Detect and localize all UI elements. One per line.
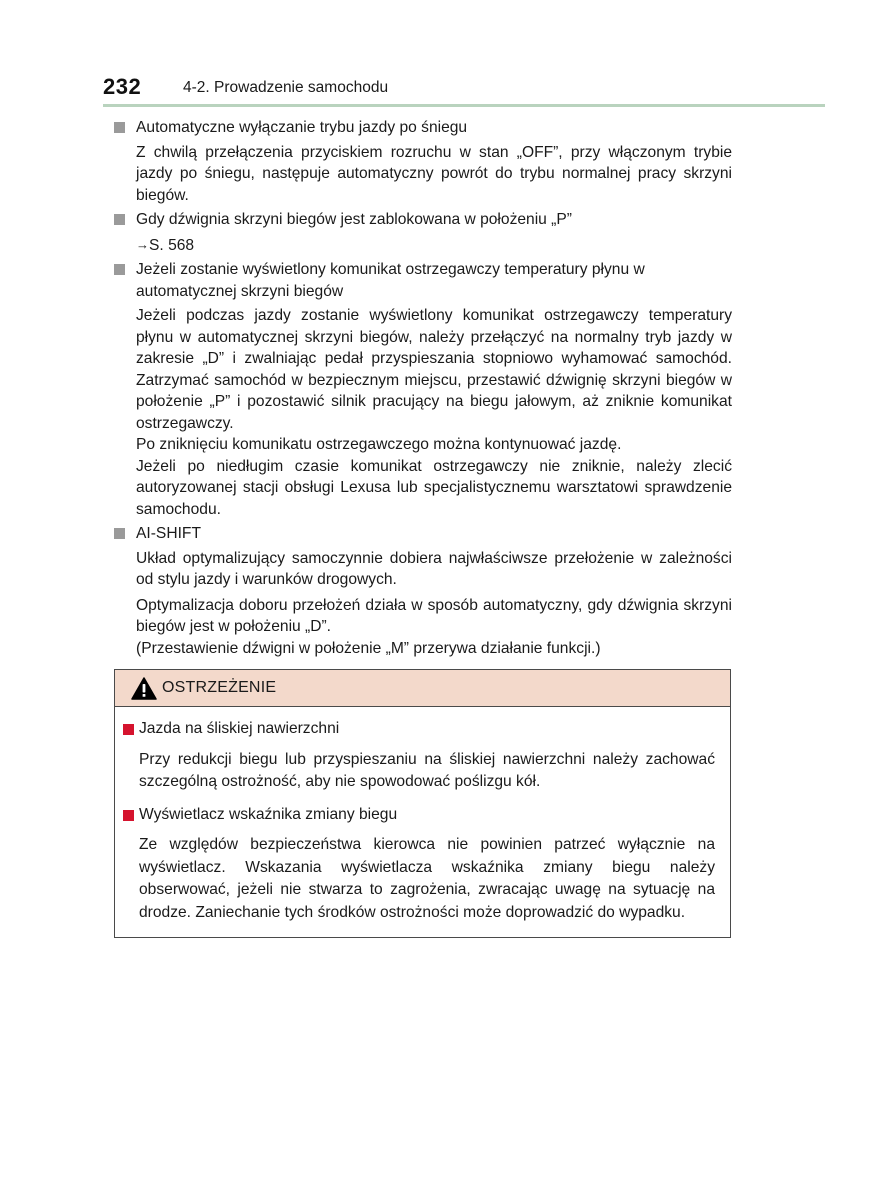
item-heading [114, 259, 732, 302]
item-body [114, 142, 732, 207]
section-ai-shift [114, 523, 732, 659]
red-square-bullet-icon [123, 724, 134, 735]
warning-item-gear-shift-indicator [123, 804, 715, 925]
warning-item-heading [123, 718, 715, 741]
item-heading-text: Jeżeli zostanie wyświetlony komunikat ostrzegawczy temperatury płynu w automatycznej skrzyni biegów [136, 261, 645, 300]
gray-square-bullet-icon [114, 214, 125, 225]
red-square-bullet-icon [123, 810, 134, 821]
main-content [114, 117, 732, 662]
gray-square-bullet-icon [114, 122, 125, 133]
item-body [114, 548, 732, 660]
item-heading [114, 523, 732, 545]
section-shift-lock [114, 209, 732, 256]
section-snow-mode-auto-off [114, 117, 732, 206]
section-fluid-temperature-warning [114, 259, 732, 520]
gray-square-bullet-icon [114, 528, 125, 539]
paragraph: Jeżeli podczas jazdy zostanie wyświetlony komunikat ostrzegawczy temperatury płynu w automatycznej skrzyni biegów, należy przełączyć na normalny tryb jazdy w zakresie „D” i zwalniając pedał przyspieszania stopniowo wyhamować samochód. Zatrzymać samochód w bezpiecznym miejscu, przestawić dźwignię skrzyni biegów w położenie „P” i pozostawić silnik pracujący na biegu jałowym, aż zniknie komunikat ostrzegawczy. [136, 307, 732, 432]
paragraph: Układ optymalizujący samoczynnie dobiera najwłaściwsze przełożenie w zależności od stylu jazdy i warunków drogowych. [136, 549, 732, 588]
paragraph: Z chwilą przełączenia przyciskiem rozruchu w stan „OFF”, przy włączonym trybie jazdy po śniegu, następuje automatyczny powrót do trybu normalnej pracy skrzyni biegów. [136, 143, 732, 204]
paragraph: Po zniknięciu komunikatu ostrzegawczego można kontynuować jazdę. [136, 436, 622, 453]
warning-item-body: Ze względów bezpieczeństwa kierowca nie powinien patrzeć wyłącznie na wyświetlacz. Wskazania wyświetlacza wskaźnika zmiany biegu należy obserwować, jeżeli nie stwarza to zagrożenia, zwracając uwagę na sytuację na drodze. Zaniechanie tych środków ostrożności może doprowadzić do wypadku. [139, 836, 715, 921]
warning-item-heading-text: Wyświetlacz wskaźnika zmiany biegu [139, 805, 398, 823]
warning-header [115, 670, 730, 707]
section-title: 4-2. Prowadzenie samochodu [183, 79, 389, 96]
warning-box [114, 669, 731, 938]
warning-item-heading [123, 804, 715, 827]
warning-title: OSTRZEŻENIE [162, 679, 277, 696]
item-heading-text: Automatyczne wyłączanie trybu jazdy po śniegu [136, 119, 468, 136]
page-number: 232 [103, 74, 142, 99]
warning-item-slippery-surface [123, 718, 715, 794]
gray-square-bullet-icon [114, 264, 125, 275]
page-reference-text[interactable]: S. 568 [149, 236, 195, 254]
arrow-right-icon: → [136, 236, 149, 252]
header-divider [103, 104, 825, 107]
item-heading-text: Gdy dźwignia skrzyni biegów jest zablokowana w położeniu „P” [136, 211, 572, 228]
warning-item-heading-text: Jazda na śliskiej nawierzchni [139, 720, 340, 737]
paragraph: Optymalizacja doboru przełożeń działa w sposób automatyczny, gdy dźwignia skrzyni biegów jest w położeniu „D”. [136, 596, 732, 635]
item-heading [114, 117, 732, 139]
warning-content [123, 718, 715, 934]
page-reference[interactable] [114, 234, 732, 257]
warning-item-body: Przy redukcji biegu lub przyspieszaniu na śliskiej nawierzchni należy zachować szczególną ostrożność, aby nie spowodować poślizgu kół. [139, 750, 715, 790]
page-header [103, 72, 825, 106]
paragraph: (Przestawienie dźwigni w położenie „M” przerywa działanie funkcji.) [136, 639, 601, 657]
paragraph: Jeżeli po niedługim czasie komunikat ostrzegawczy nie zniknie, należy zlecić autoryzowanej stacji obsługi Lexusa lub specjalistycznemu warsztatowi sprawdzenie samochodu. [136, 457, 732, 518]
warning-triangle-icon [131, 677, 157, 700]
item-heading [114, 209, 732, 231]
item-heading-text: AI-SHIFT [136, 525, 201, 542]
item-body [114, 305, 732, 520]
